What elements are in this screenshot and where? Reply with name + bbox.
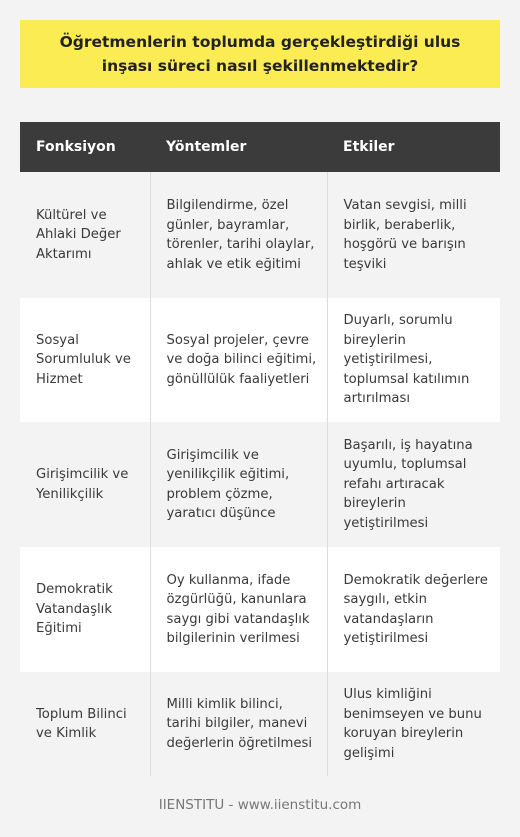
table-cell: Sosyal Sorumluluk ve Hizmet bbox=[20, 298, 150, 422]
table-cell: Girişimcilik ve yenilikçilik eğitimi, problem çözme, yaratıcı düşünce bbox=[150, 422, 327, 547]
table-row bbox=[20, 172, 500, 298]
footer-credit: IIENSTITU - www.iienstitu.com bbox=[158, 797, 362, 813]
table-row bbox=[20, 672, 500, 776]
table-header-row bbox=[20, 122, 500, 172]
table-cell: Başarılı, iş hayatına uyumlu, toplumsal refahı artıracak bireylerin yetiştirilmesi bbox=[327, 422, 500, 547]
table-cell: Demokratik değerlere saygılı, etkin vatandaşların yetiştirilmesi bbox=[327, 547, 500, 672]
table-cell: Oy kullanma, ifade özgürlüğü, kanunlara saygı gibi vatandaşlık bilgilerinin verilmesi bbox=[150, 547, 327, 672]
header-etkiler: Etkiler bbox=[327, 122, 500, 172]
info-table bbox=[20, 122, 500, 776]
table-cell: Duyarlı, sorumlu bireylerin yetiştirilmesi, toplumsal katılımın artırılması bbox=[327, 298, 500, 422]
table-cell: Ulus kimliğini benimseyen ve bunu koruyan bireylerin gelişimi bbox=[327, 672, 500, 776]
table-cell: Girişimcilik ve Yenilikçilik bbox=[20, 422, 150, 547]
title-banner bbox=[20, 20, 500, 88]
table-row bbox=[20, 298, 500, 422]
table-cell: Milli kimlik bilinci, tarihi bilgiler, manevi değerlerin öğretilmesi bbox=[150, 672, 327, 776]
header-fonksiyon: Fonksiyon bbox=[20, 122, 150, 172]
table-row bbox=[20, 547, 500, 672]
table-cell: Kültürel ve Ahlaki Değer Aktarımı bbox=[20, 172, 150, 298]
header-yontemler: Yöntemler bbox=[150, 122, 327, 172]
table-cell: Toplum Bilinci ve Kimlik bbox=[20, 672, 150, 776]
table-cell: Vatan sevgisi, milli birlik, beraberlik, hoşgörü ve barışın teşviki bbox=[327, 172, 500, 298]
table-cell: Bilgilendirme, özel günler, bayramlar, törenler, tarihi olaylar, ahlak ve etik eğitimi bbox=[150, 172, 327, 298]
page-title: Öğretmenlerin toplumda gerçekleştirdiği ulus inşası süreci nasıl şekillenmektedir? bbox=[59, 33, 461, 75]
table-cell: Demokratik Vatandaşlık Eğitimi bbox=[20, 547, 150, 672]
table-cell: Sosyal projeler, çevre ve doğa bilinci eğitimi, gönüllülük faaliyetleri bbox=[150, 298, 327, 422]
table-row bbox=[20, 422, 500, 547]
